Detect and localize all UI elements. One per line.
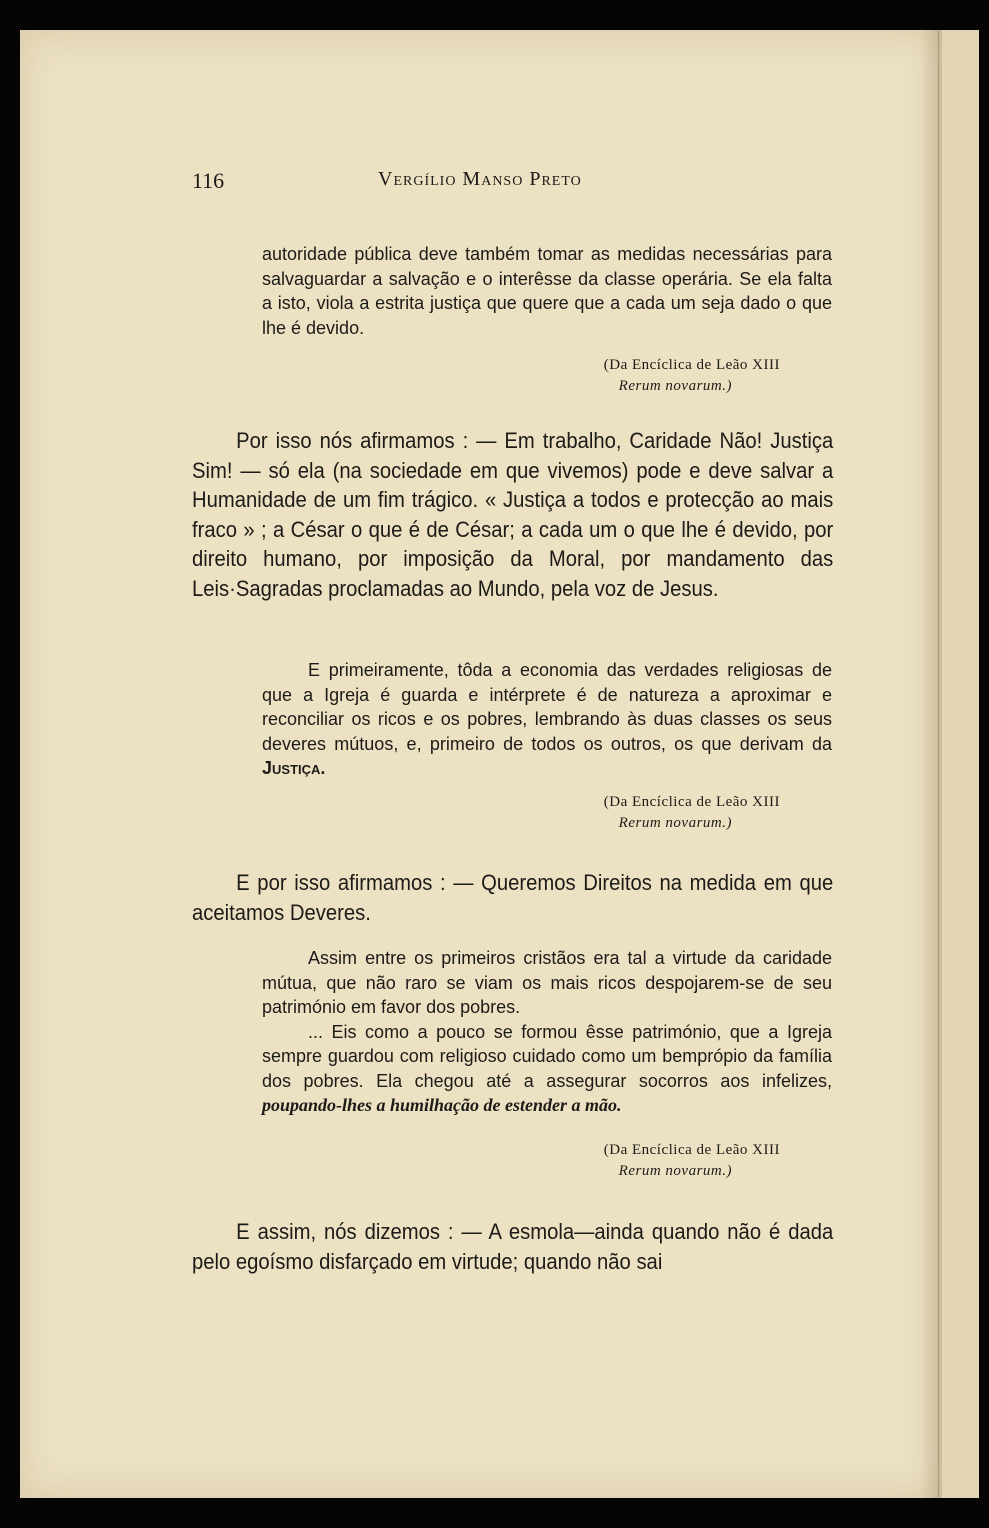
quote-block-1	[262, 242, 832, 340]
paragraph-3-text: E assim, nós dizemos : — A esmola—ainda quando não é dada pelo egoísmo disfarçado em virtude; quando não sai	[192, 1219, 834, 1274]
spine-shadow	[920, 30, 942, 1498]
quote-block-2	[262, 658, 832, 781]
citation-1-source: (Da Encíclica de Leão XIII	[603, 357, 780, 373]
citation-3-title: Rerum novarum.)	[618, 1163, 732, 1179]
paragraph-2-text: E por isso afirmamos : — Queremos Direitos na medida em que aceitamos Deveres.	[192, 870, 834, 925]
citation-1	[440, 355, 780, 397]
quote-block-3	[262, 946, 832, 1118]
citation-3-source: (Da Encíclica de Leão XIII	[603, 1142, 780, 1158]
citation-2	[440, 792, 780, 834]
paragraph-2	[192, 868, 833, 927]
paragraph-1	[192, 426, 833, 604]
page-header	[0, 168, 989, 198]
quote-2-emphasis: Justiça.	[262, 758, 326, 778]
running-head: Vergílio Manso Preto	[378, 168, 582, 190]
adjacent-page-edge	[938, 30, 979, 1498]
page-number: 116	[192, 168, 225, 193]
citation-1-title: Rerum novarum.)	[618, 378, 732, 394]
quote-3-text-2: ... Eis como a pouco se formou êsse património, que a Igreja sempre guardou com religioso cuidado como um bemprópio da família dos pobres. Ela chegou até a assegurar socorros aos infelizes,	[262, 1021, 832, 1091]
citation-3	[440, 1140, 780, 1182]
quote-3-text-1: Assim entre os primeiros cristãos era tal a virtude da caridade mútua, que não raro se viam os mais ricos despojarem-se de seu património em favor dos pobres.	[262, 948, 832, 1017]
citation-2-source: (Da Encíclica de Leão XIII	[603, 794, 780, 810]
citation-2-title: Rerum novarum.)	[618, 815, 732, 831]
paragraph-3	[192, 1217, 833, 1276]
quote-1-text: autoridade pública deve também tomar as medidas necessárias para salvaguardar a salvação e o interêsse da classe operária. Se ela falta a isto, viola a estrita justiça que quere que a cada um seja dado o que lhe é devido.	[262, 244, 832, 338]
quote-3-italic: poupando-lhes a humilhação de estender a mão.	[262, 1095, 622, 1115]
quote-2-text: E primeiramente, tôda a economia das verdades religiosas de que a Igreja é guarda e intérprete é de natureza a aproximar e reconciliar os ricos e os pobres, lembrando às duas classes os seus deveres mútuos, e, primeiro de todos os outros, os que derivam da	[262, 660, 832, 754]
paragraph-1-text: Por isso nós afirmamos : — Em trabalho, Caridade Não! Justiça Sim! — só ela (na sociedade em que vivemos) pode e deve salvar a Humanidade de um fim trágico. « Justiça a todos e protecção ao mais fraco » ; a César o que é de César; a cada um o que lhe é devido, por direito humano, por imposição da Moral, por mandamento das Leis·Sagradas proclamadas ao Mundo, pela voz de Jesus.	[192, 428, 834, 601]
